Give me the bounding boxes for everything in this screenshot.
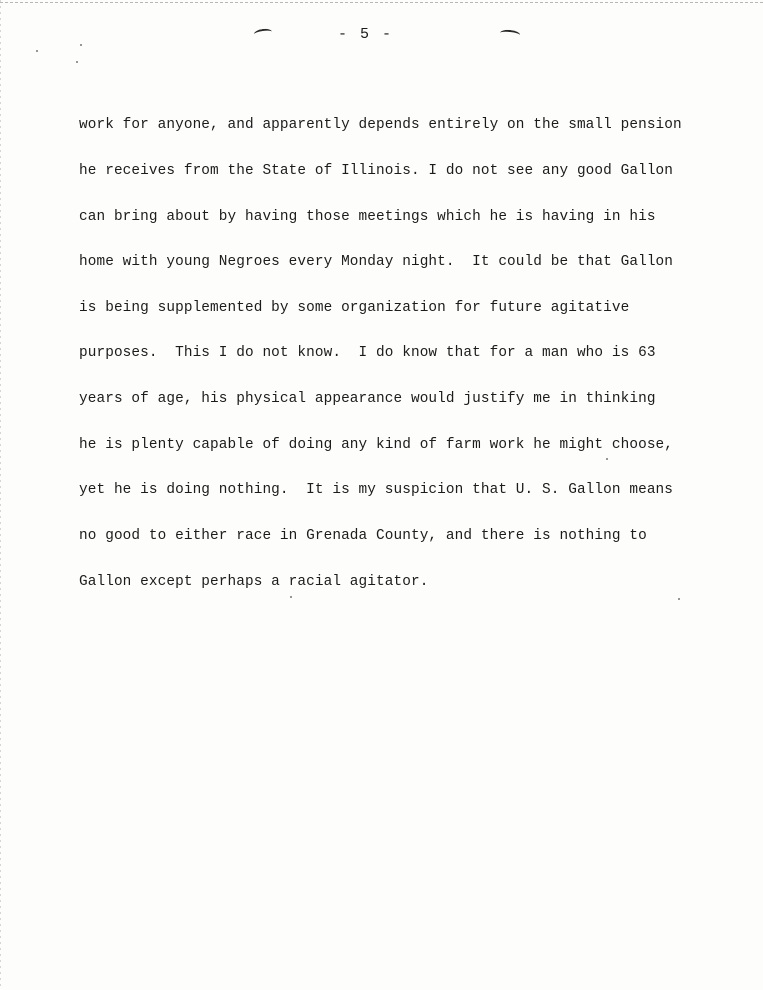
- page-number: - 5 -: [338, 26, 394, 43]
- scan-speck: [76, 61, 78, 63]
- scan-speck: [36, 50, 38, 52]
- text-line: is being supplemented by some organization for future agitative: [79, 299, 630, 316]
- text-line: purposes. This I do not know. I do know that for a man who is 63: [79, 345, 656, 362]
- text-line: home with young Negroes every Monday night. It could be that Gallon: [79, 254, 674, 271]
- page-top-edge: [0, 2, 763, 3]
- pen-mark-left: [254, 28, 273, 38]
- pen-mark-right: [500, 29, 521, 39]
- text-line: Gallon except perhaps a racial agitator.: [79, 573, 429, 590]
- body-text: [79, 88, 719, 620]
- text-line: he receives from the State of Illinois. I do not see any good Gallon: [79, 163, 674, 180]
- scan-speck: [80, 44, 82, 46]
- text-line: yet he is doing nothing. It is my suspicion that U. S. Gallon means: [79, 482, 674, 499]
- text-line: work for anyone, and apparently depends entirely on the small pension: [79, 117, 682, 134]
- page-left-edge: [0, 0, 1, 990]
- text-line: no good to either race in Grenada County, and there is nothing to: [79, 527, 647, 544]
- text-line: can bring about by having those meetings which he is having in his: [79, 208, 656, 225]
- text-line: he is plenty capable of doing any kind of farm work he might choose,: [79, 436, 674, 453]
- text-line: years of age, his physical appearance would justify me in thinking: [79, 391, 656, 408]
